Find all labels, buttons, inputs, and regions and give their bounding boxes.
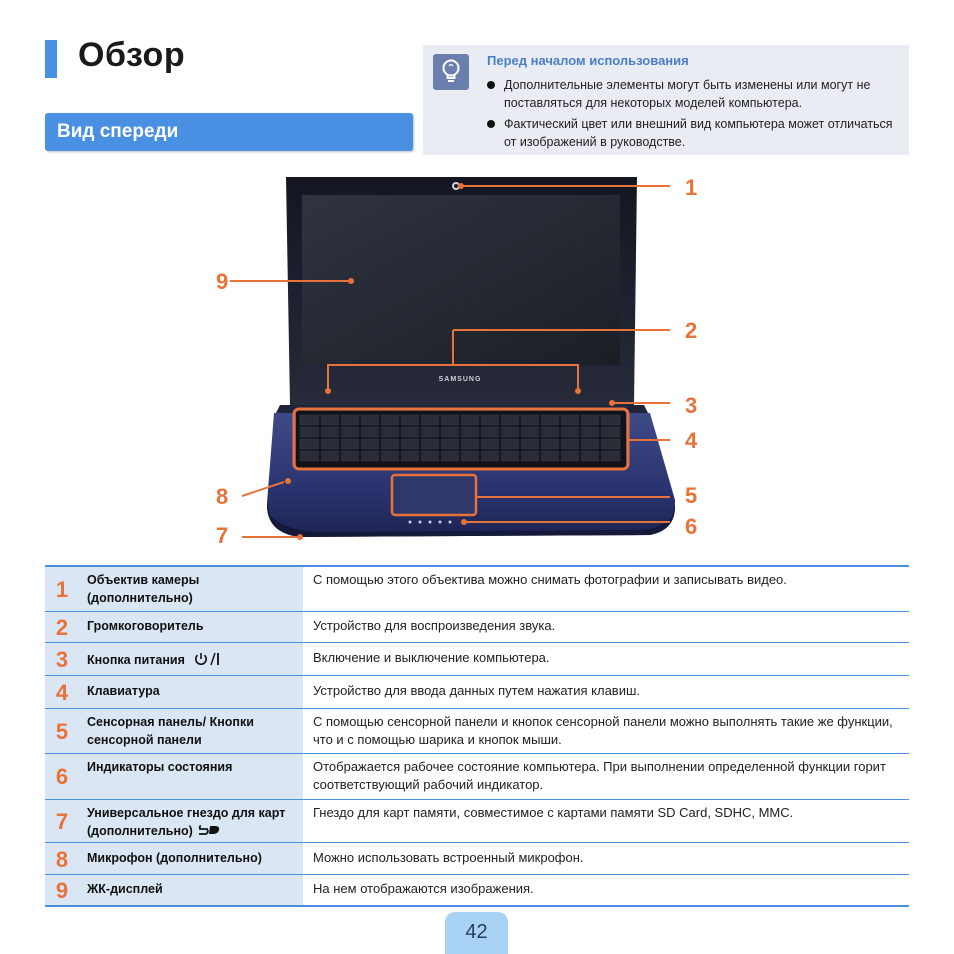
page-number-badge: [445, 912, 508, 954]
row-desc: С помощью сенсорной панели и кнопок сенсорной панели можно выполнять такие же функции, что и с помощью шарика и кнопок мыши.: [313, 714, 893, 747]
row-number: 3: [45, 643, 79, 675]
table-row: [45, 709, 909, 754]
tip-box: [423, 45, 909, 155]
row-name-cell: [79, 754, 303, 799]
row-number: 8: [45, 843, 79, 874]
row-desc: С помощью этого объектива можно снимать фотографии и записывать видео.: [313, 572, 787, 587]
callout-7: 7: [216, 523, 229, 548]
tip-item-text: Фактический цвет или внешний вид компьютера может отличаться от изображений в руководстве.: [504, 117, 893, 149]
row-name: Сенсорная панель/ Кнопки сенсорной панели: [87, 715, 254, 747]
row-name-cell: [79, 676, 303, 708]
sd-card-icon: [198, 824, 222, 836]
brand-logo: SAMSUNG: [438, 376, 482, 383]
row-name: Объектив камеры (дополнительно): [87, 573, 200, 605]
row-name: ЖК-дисплей: [87, 882, 163, 896]
callout-9: 9: [216, 269, 229, 294]
callout-6: 6: [685, 514, 698, 539]
table-row: [45, 612, 909, 643]
title-accent-bar: [45, 40, 57, 78]
row-name-cell: [79, 800, 303, 842]
row-desc: На нем отображаются изображения.: [313, 881, 534, 896]
row-name-cell: [79, 643, 303, 675]
callout-1: 1: [685, 175, 698, 200]
row-number: 7: [45, 800, 79, 842]
table-rule: [45, 905, 909, 907]
page-title: Обзор: [78, 36, 186, 74]
row-number: 9: [45, 875, 79, 905]
row-name: Кнопка питания: [87, 651, 222, 669]
row-number: 1: [45, 567, 79, 611]
table-row: [45, 643, 909, 676]
section-heading-label: Вид спереди: [57, 121, 179, 142]
table-row: [45, 676, 909, 709]
callout-3: 3: [685, 393, 698, 418]
tip-heading: Перед началом использования: [487, 53, 689, 68]
row-name-cell: [79, 567, 303, 611]
row-name-cell: [79, 875, 303, 905]
table-row: [45, 875, 909, 905]
row-name: Универсальное гнездо для карт (дополнительно): [87, 806, 286, 838]
row-name-cell: [79, 709, 303, 753]
table-row: [45, 800, 909, 843]
table-row: [45, 567, 909, 612]
bullet-icon: [487, 120, 495, 128]
row-number: 6: [45, 754, 79, 799]
row-name: Микрофон (дополнительно): [87, 851, 262, 865]
row-name: Громкоговоритель: [87, 619, 204, 633]
row-desc: Устройство для ввода данных путем нажатия клавиш.: [313, 683, 641, 698]
tip-item-text: Дополнительные элементы могут быть изменены или могут не поставляться для некоторых моделей компьютера.: [504, 78, 871, 110]
table-row: [45, 843, 909, 875]
row-number: 5: [45, 709, 79, 753]
row-desc: Устройство для воспроизведения звука.: [313, 618, 556, 633]
bullet-icon: [487, 81, 495, 89]
row-name: Клавиатура: [87, 684, 160, 698]
section-heading: [45, 113, 413, 151]
power-icon: [192, 651, 222, 667]
callout-8: 8: [216, 484, 229, 509]
row-number: 4: [45, 676, 79, 708]
row-name-cell: [79, 843, 303, 874]
row-desc: Гнездо для карт памяти, совместимое с картами памяти SD Card, SDHC, MMC.: [313, 805, 794, 820]
callout-2: 2: [685, 318, 698, 343]
row-desc: Отображается рабочее состояние компьютера. При выполнении определенной функции горит соответствующий рабочий индикатор.: [313, 759, 886, 792]
page-number: 42: [465, 921, 488, 943]
row-number: 2: [45, 612, 79, 642]
lightbulb-icon: [433, 54, 469, 90]
table-row: [45, 754, 909, 800]
row-desc: Можно использовать встроенный микрофон.: [313, 850, 584, 865]
row-name: Индикаторы состояния: [87, 760, 233, 774]
row-name-cell: [79, 612, 303, 642]
laptop-figure: [216, 165, 720, 555]
callout-4: 4: [685, 428, 698, 453]
callout-5: 5: [685, 483, 698, 508]
row-desc: Включение и выключение компьютера.: [313, 650, 550, 665]
laptop-illustration: [220, 165, 720, 555]
